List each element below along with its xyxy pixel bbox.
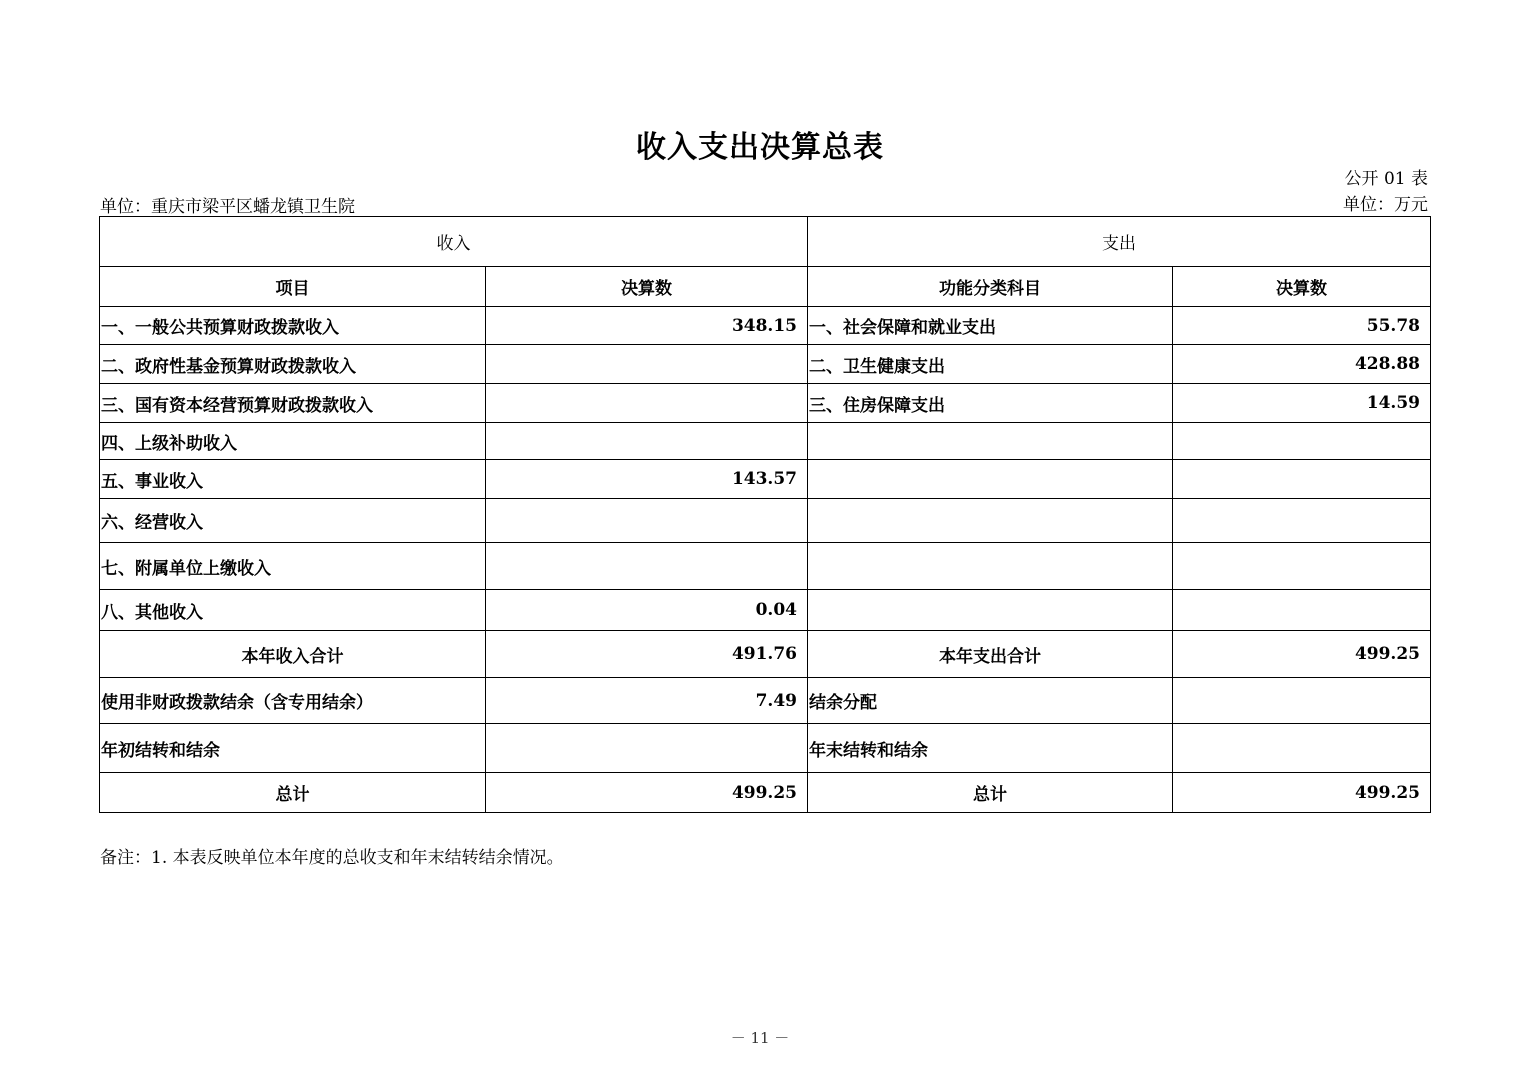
expense-value [1173, 460, 1431, 499]
item-column-header: 项目 [100, 267, 486, 307]
income-label: 二、政府性基金预算财政拨款收入 [100, 345, 486, 384]
income-label: 五、事业收入 [100, 460, 486, 499]
income-value [486, 423, 808, 460]
expense-value [1173, 590, 1431, 631]
income-value: 348.15 [486, 307, 808, 345]
expense-value [1173, 543, 1431, 590]
expense-total-label: 本年支出合计 [808, 631, 1173, 678]
footnote: 备注：1. 本表反映单位本年度的总收支和年末结转结余情况。 [100, 848, 564, 868]
income-label: 六、经营收入 [100, 499, 486, 543]
income-value [486, 724, 808, 773]
table-row [100, 631, 1431, 678]
expense-label: 年末结转和结余 [808, 724, 1173, 773]
expense-label: 一、社会保障和就业支出 [808, 307, 1173, 345]
function-column-header: 功能分类科目 [808, 267, 1173, 307]
expense-grand-total-label: 总计 [808, 773, 1173, 813]
expense-label: 结余分配 [808, 678, 1173, 724]
income-total-label: 本年收入合计 [100, 631, 486, 678]
income-value [486, 345, 808, 384]
income-label: 八、其他收入 [100, 590, 486, 631]
table-row [100, 590, 1431, 631]
income-grand-total-value: 499.25 [486, 773, 808, 813]
income-total-value: 491.76 [486, 631, 808, 678]
income-label: 一、一般公共预算财政拨款收入 [100, 307, 486, 345]
expense-label [808, 543, 1173, 590]
table-row [100, 724, 1431, 773]
income-value [486, 384, 808, 423]
expense-value [1173, 499, 1431, 543]
expense-label [808, 499, 1173, 543]
income-value: 143.57 [486, 460, 808, 499]
income-label: 四、上级补助收入 [100, 423, 486, 460]
expense-label [808, 423, 1173, 460]
table-row [100, 543, 1431, 590]
table-subheader-row [100, 267, 1431, 307]
expense-total-value: 499.25 [1173, 631, 1431, 678]
form-number: 公开 01 表 [1344, 169, 1428, 189]
summary-table [99, 216, 1431, 813]
unit-organization: 单位：重庆市梁平区蟠龙镇卫生院 [100, 197, 355, 217]
page-title: 收入支出决算总表 [636, 130, 884, 165]
expense-value [1173, 678, 1431, 724]
expense-label: 三、住房保障支出 [808, 384, 1173, 423]
unit-currency: 单位：万元 [1343, 195, 1428, 215]
income-label: 年初结转和结余 [100, 724, 486, 773]
income-grand-total-label: 总计 [100, 773, 486, 813]
expense-value: 55.78 [1173, 307, 1431, 345]
expense-value: 14.59 [1173, 384, 1431, 423]
table-row [100, 307, 1431, 345]
expense-label: 二、卫生健康支出 [808, 345, 1173, 384]
table-row [100, 460, 1431, 499]
income-header: 收入 [100, 217, 808, 267]
expense-label [808, 460, 1173, 499]
income-label: 七、附属单位上缴收入 [100, 543, 486, 590]
expense-amount-column-header: 决算数 [1173, 267, 1431, 307]
table-header-row [100, 217, 1431, 267]
table-row [100, 423, 1431, 460]
income-label: 三、国有资本经营预算财政拨款收入 [100, 384, 486, 423]
table-row [100, 678, 1431, 724]
expense-label [808, 590, 1173, 631]
table-row [100, 499, 1431, 543]
income-amount-column-header: 决算数 [486, 267, 808, 307]
income-value [486, 543, 808, 590]
income-label: 使用非财政拨款结余（含专用结余） [100, 678, 486, 724]
income-value: 0.04 [486, 590, 808, 631]
expense-value [1173, 724, 1431, 773]
expense-value: 428.88 [1173, 345, 1431, 384]
table-row [100, 384, 1431, 423]
expense-header: 支出 [808, 217, 1431, 267]
income-value: 7.49 [486, 678, 808, 724]
income-value [486, 499, 808, 543]
expense-value [1173, 423, 1431, 460]
page-number: － 11 － [730, 1029, 790, 1047]
table-row [100, 345, 1431, 384]
table-row [100, 773, 1431, 813]
expense-grand-total-value: 499.25 [1173, 773, 1431, 813]
